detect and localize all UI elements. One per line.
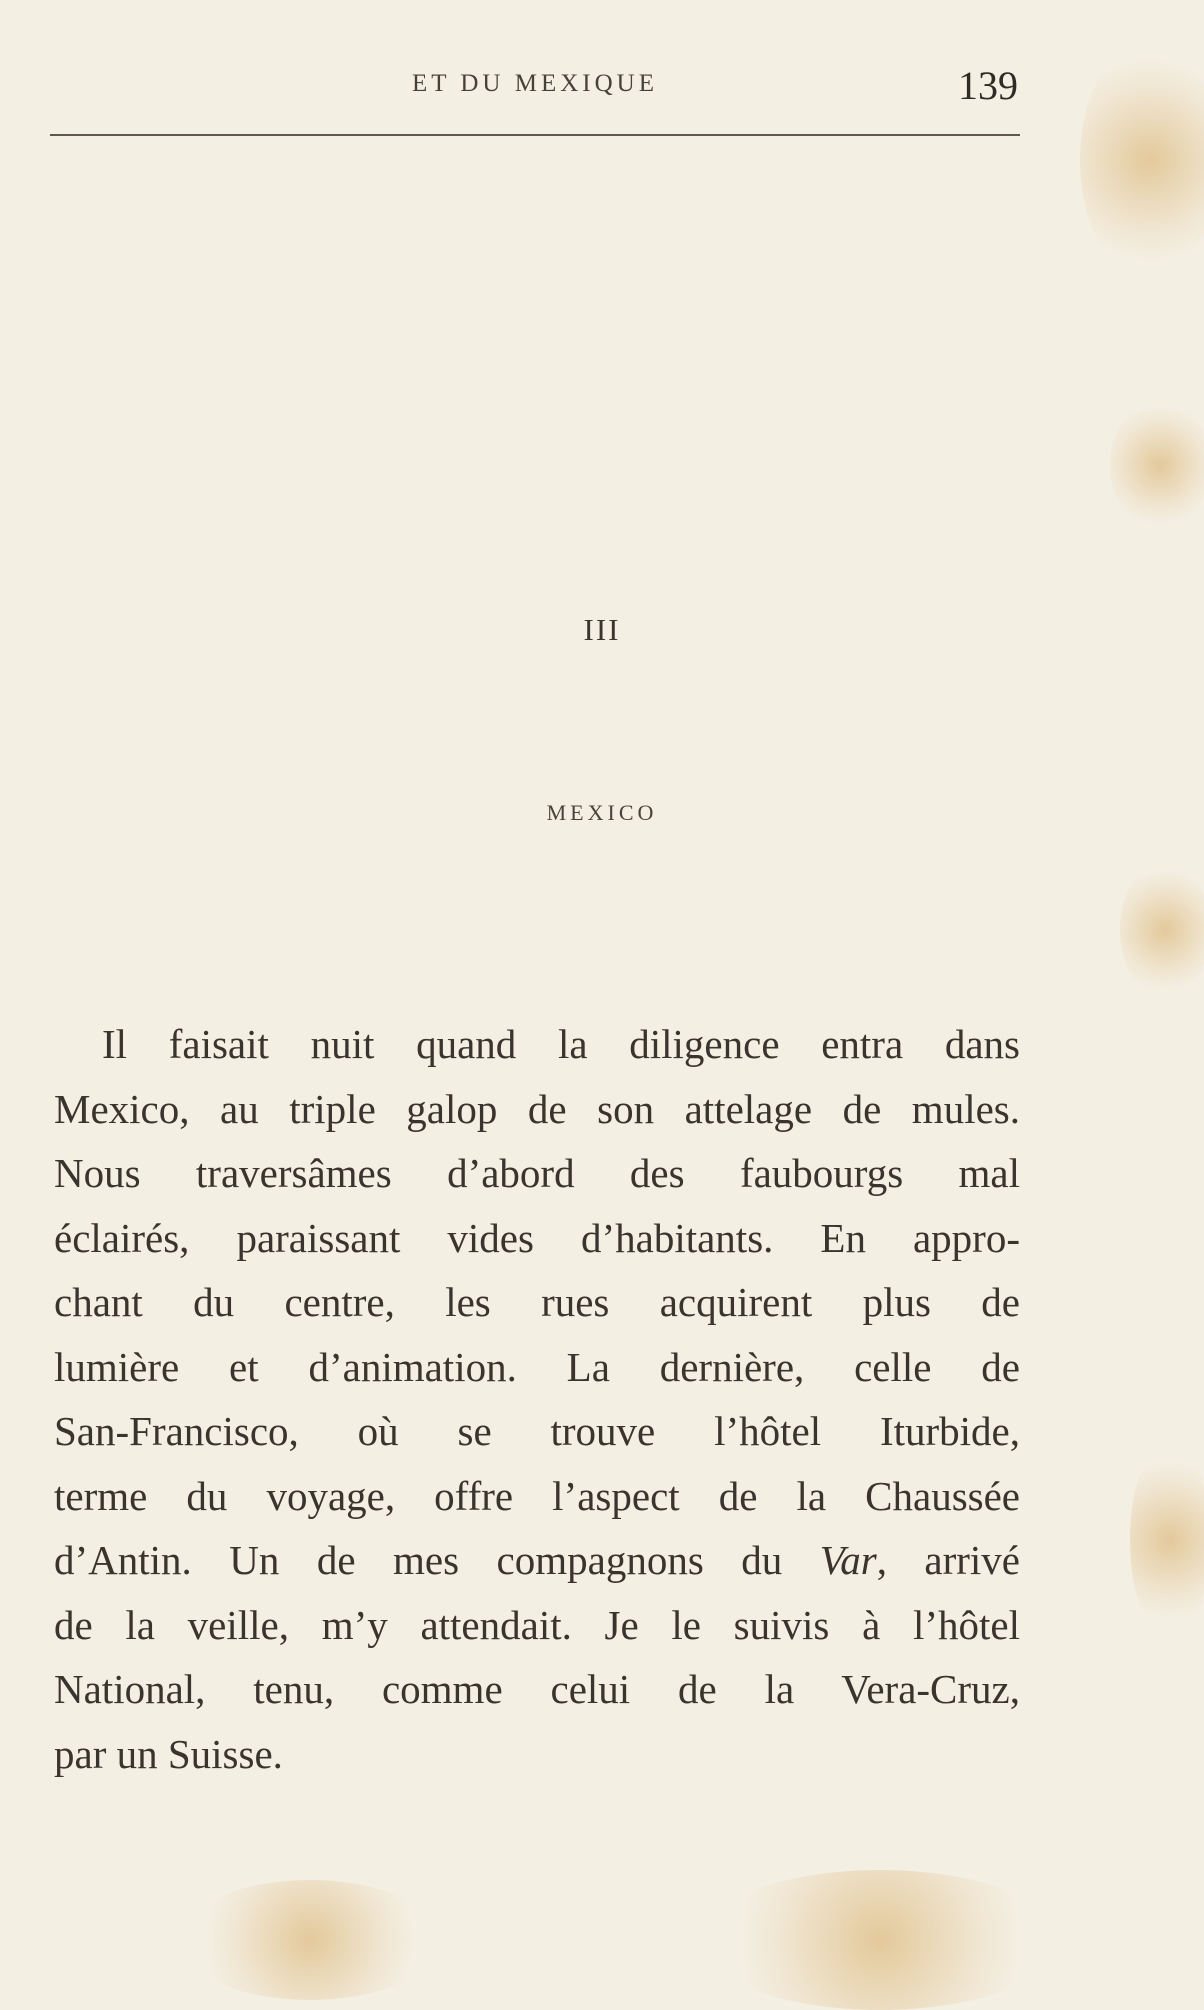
running-head bbox=[50, 62, 1020, 118]
text-line: Il faisait nuit quand la diligence entra dans bbox=[102, 1021, 1020, 1067]
text-line: Nous traversâmes d’abord des faubourgs mal bbox=[54, 1150, 1020, 1196]
foxing-stain-mid-right bbox=[1120, 860, 1204, 1000]
text-line: lumière et d’animation. La dernière, celle de bbox=[54, 1343, 1020, 1390]
running-title: ET DU MEXIQUE bbox=[412, 70, 658, 97]
text-line: de la veille, m’y attendait. Je le suivis à l’hôtel bbox=[54, 1601, 1020, 1648]
foxing-stain-top-right bbox=[1080, 40, 1204, 280]
foxing-stain-bottom bbox=[700, 1870, 1060, 2010]
body-paragraph bbox=[54, 1012, 1020, 1786]
page-number: 139 bbox=[958, 63, 1018, 108]
text-line-with-italic bbox=[54, 1528, 1020, 1593]
chapter-title: MEXICO bbox=[546, 800, 658, 825]
text-line: terme du voyage, offre l’aspect de la Chaussée bbox=[54, 1472, 1020, 1519]
text-line: National, tenu, comme celui de la Vera-Cruz, bbox=[54, 1666, 1020, 1712]
text-line: San-Francisco, où se trouve l’hôtel Iturbide, bbox=[54, 1408, 1020, 1454]
foxing-stain-bottom-left bbox=[180, 1880, 440, 2000]
header-rule bbox=[50, 134, 1020, 136]
foxing-stain-upper-right bbox=[1110, 400, 1204, 530]
chapter-number: III bbox=[583, 612, 621, 647]
text-segment: d’Antin. Un de mes compagnons du bbox=[54, 1537, 820, 1583]
text-line: éclairés, paraissant vides d’habitants. En appro- bbox=[54, 1214, 1020, 1261]
text-line: Mexico, au triple galop de son attelage de mules. bbox=[54, 1085, 1020, 1132]
ship-name-italic: Var bbox=[819, 1537, 877, 1583]
text-segment: , arrivé bbox=[876, 1537, 1021, 1583]
foxing-stain-lower-right bbox=[1130, 1440, 1204, 1640]
text-line: par un Suisse. bbox=[54, 1730, 283, 1777]
text-line: chant du centre, les rues acquirent plus de bbox=[54, 1279, 1020, 1325]
